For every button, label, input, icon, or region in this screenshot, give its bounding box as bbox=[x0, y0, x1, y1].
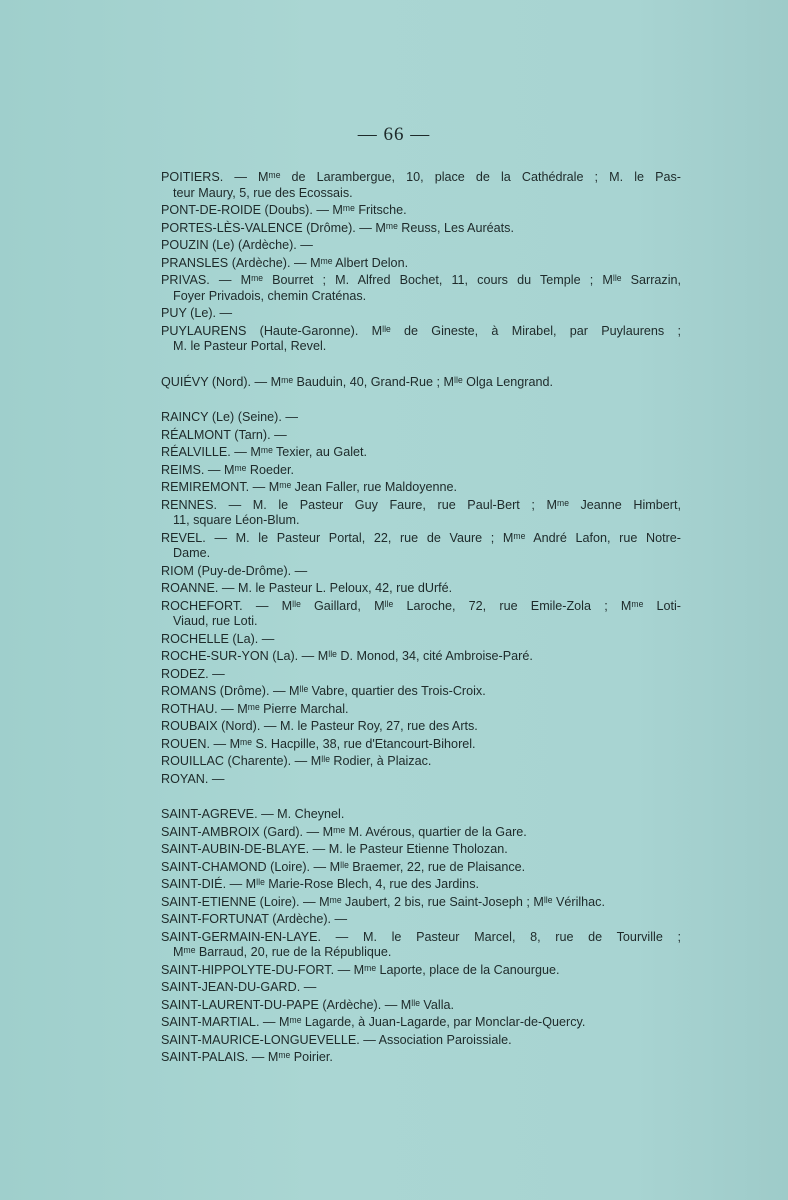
directory-entry bbox=[161, 170, 681, 201]
entry-line: ROCHEFORT. — Mˡˡᵉ Gaillard, Mˡˡᵉ Laroche, 72, rue Emile-Zola ; Mᵐᵉ Loti- bbox=[161, 598, 681, 613]
directory-entry bbox=[161, 375, 681, 391]
directory-entry bbox=[161, 667, 681, 683]
entry-line: ROUILLAC (Charente). — Mˡˡᵉ Rodier, à Plaizac. bbox=[161, 754, 432, 768]
entry-line: RIOM (Puy-de-Drôme). — bbox=[161, 563, 308, 578]
entry-line: POUZIN (Le) (Ardèche). — bbox=[161, 238, 313, 252]
entry-line: SAINT-LAURENT-DU-PAPE (Ardèche). — Mˡˡᵉ Valla. bbox=[161, 997, 454, 1012]
directory-entry bbox=[161, 980, 681, 996]
entry-line: ROMANS (Drôme). — Mˡˡᵉ Vabre, quartier des Trois-Croix. bbox=[161, 684, 486, 698]
directory-entry bbox=[161, 754, 681, 770]
entry-line: QUIÉVY (Nord). — Mᵐᵉ Bauduin, 40, Grand-Rue ; Mˡˡᵉ Olga Lengrand. bbox=[161, 374, 553, 389]
entry-line: SAINT-HIPPOLYTE-DU-FORT. — Mᵐᵉ Laporte, place de la Canourgue. bbox=[161, 962, 560, 977]
directory-entry bbox=[161, 581, 681, 597]
directory-entry bbox=[161, 463, 681, 479]
directory-entry bbox=[161, 531, 681, 562]
directory-entry bbox=[161, 306, 681, 322]
directory-entry bbox=[161, 564, 681, 580]
directory-entry bbox=[161, 895, 681, 911]
directory-entry bbox=[161, 1033, 681, 1049]
directory-entry bbox=[161, 428, 681, 444]
entry-line: SAINT-MARTIAL. — Mᵐᵉ Lagarde, à Juan-Lagarde, par Monclar-de-Quercy. bbox=[161, 1015, 586, 1029]
directory-entry bbox=[161, 930, 681, 961]
directory-entry bbox=[161, 684, 681, 700]
section-gap bbox=[161, 789, 681, 807]
directory-entry bbox=[161, 1015, 681, 1031]
directory-entry bbox=[161, 238, 681, 254]
entry-line: REIMS. — Mᵐᵉ Roeder. bbox=[161, 462, 294, 477]
directory-entry bbox=[161, 273, 681, 304]
entry-line: ROUEN. — Mᵐᵉ S. Hacpille, 38, rue d'Etancourt-Bihorel. bbox=[161, 736, 476, 751]
directory-entry bbox=[161, 963, 681, 979]
directory-entry bbox=[161, 912, 681, 928]
entry-line: ROYAN. — bbox=[161, 771, 225, 786]
entry-line: SAINT-AGREVE. — M. Cheynel. bbox=[161, 807, 345, 821]
entry-line: PORTES-LÈS-VALENCE (Drôme). — Mᵐᵉ Reuss, Les Auréats. bbox=[161, 220, 514, 235]
directory-entry bbox=[161, 480, 681, 496]
directory-entry bbox=[161, 807, 681, 823]
entry-line: SAINT-PALAIS. — Mᵐᵉ Poirier. bbox=[161, 1050, 333, 1064]
entry-line: RENNES. — M. le Pasteur Guy Faure, rue Paul-Bert ; Mᵐᵉ Jeanne Himbert, bbox=[161, 497, 681, 512]
entry-line: PONT-DE-ROIDE (Doubs). — Mᵐᵉ Fritsche. bbox=[161, 203, 407, 217]
directory-entry bbox=[161, 410, 681, 426]
entry-line: RAINCY (Le) (Seine). — bbox=[161, 410, 298, 424]
entry-line: SAINT-JEAN-DU-GARD. — bbox=[161, 980, 317, 994]
entry-line: SAINT-MAURICE-LONGUEVELLE. — Association Paroissiale. bbox=[161, 1032, 512, 1047]
directory-list bbox=[161, 170, 681, 1068]
entry-line: ROUBAIX (Nord). — M. le Pasteur Roy, 27, rue des Arts. bbox=[161, 719, 478, 733]
entry-line: PUY (Le). — bbox=[161, 306, 233, 320]
directory-entry bbox=[161, 203, 681, 219]
directory-entry bbox=[161, 877, 681, 893]
directory-entry bbox=[161, 445, 681, 461]
section-gap bbox=[161, 392, 681, 410]
entry-line: SAINT-DIÉ. — Mˡˡᵉ Marie-Rose Blech, 4, rue des Jardins. bbox=[161, 877, 479, 891]
entry-line: SAINT-CHAMOND (Loire). — Mˡˡᵉ Braemer, 22, rue de Plaisance. bbox=[161, 859, 526, 874]
directory-entry bbox=[161, 632, 681, 648]
directory-entry bbox=[161, 1050, 681, 1066]
directory-entry bbox=[161, 998, 681, 1014]
entry-line: SAINT-ETIENNE (Loire). — Mᵐᵉ Jaubert, 2 bis, rue Saint-Joseph ; Mˡˡᵉ Vérilhac. bbox=[161, 894, 605, 909]
entry-line: REMIREMONT. — Mᵐᵉ Jean Faller, rue Maldoyenne. bbox=[161, 480, 458, 494]
directory-entry bbox=[161, 842, 681, 858]
entry-line: PUYLAURENS (Haute-Garonne). Mˡˡᵉ de Gineste, à Mirabel, par Puylaurens ; bbox=[161, 323, 681, 338]
entry-line: ROCHELLE (La). — bbox=[161, 631, 275, 646]
entry-line: SAINT-AMBROIX (Gard). — Mᵐᵉ M. Avérous, quartier de la Gare. bbox=[161, 824, 527, 839]
entry-continuation-line: 11, square Léon-Blum. bbox=[173, 513, 300, 527]
directory-entry bbox=[161, 772, 681, 788]
directory-entry bbox=[161, 737, 681, 753]
directory-entry bbox=[161, 860, 681, 876]
directory-entry bbox=[161, 599, 681, 630]
entry-line: POITIERS. — Mᵐᵉ de Larambergue, 10, place de la Cathédrale ; M. le Pas- bbox=[161, 170, 681, 184]
entry-line: RODEZ. — bbox=[161, 666, 225, 681]
entry-line: SAINT-GERMAIN-EN-LAYE. — M. le Pasteur Marcel, 8, rue de Tourville ; bbox=[161, 929, 681, 944]
directory-entry bbox=[161, 498, 681, 529]
entry-line: ROCHE-SUR-YON (La). — Mˡˡᵉ D. Monod, 34, cité Ambroise-Paré. bbox=[161, 649, 533, 663]
entry-line: PRIVAS. — Mᵐᵉ Bourret ; M. Alfred Bochet, 11, cours du Temple ; Mˡˡᵉ Sarrazin, bbox=[161, 273, 681, 287]
directory-entry bbox=[161, 649, 681, 665]
entry-line: SAINT-AUBIN-DE-BLAYE. — M. le Pasteur Etienne Tholozan. bbox=[161, 842, 508, 856]
entry-line: PRANSLES (Ardèche). — Mᵐᵉ Albert Delon. bbox=[161, 255, 409, 270]
directory-entry bbox=[161, 719, 681, 735]
entry-line: RÉALVILLE. — Mᵐᵉ Texier, au Galet. bbox=[161, 445, 368, 459]
entry-line: ROANNE. — M. le Pasteur L. Peloux, 42, rue dUrfé. bbox=[161, 581, 453, 595]
entry-continuation-line: Mᵐᵉ Barraud, 20, rue de la République. bbox=[173, 945, 392, 959]
entry-continuation-line: M. le Pasteur Portal, Revel. bbox=[173, 339, 327, 353]
entry-continuation-line: teur Maury, 5, rue des Ecossais. bbox=[173, 185, 353, 200]
directory-entry bbox=[161, 221, 681, 237]
entry-continuation-line: Dame. bbox=[173, 546, 211, 560]
entry-line: ROTHAU. — Mᵐᵉ Pierre Marchal. bbox=[161, 701, 349, 716]
page-number: — 66 — bbox=[357, 124, 431, 145]
entry-line: RÉALMONT (Tarn). — bbox=[161, 427, 287, 442]
entry-continuation-line: Foyer Privadois, chemin Craténas. bbox=[173, 288, 367, 303]
entry-line: REVEL. — M. le Pasteur Portal, 22, rue de Vaure ; Mᵐᵉ André Lafon, rue Notre- bbox=[161, 530, 681, 545]
directory-entry bbox=[161, 825, 681, 841]
entry-continuation-line: Viaud, rue Loti. bbox=[173, 614, 258, 628]
directory-entry bbox=[161, 324, 681, 355]
entry-line: SAINT-FORTUNAT (Ardèche). — bbox=[161, 912, 348, 926]
section-gap bbox=[161, 357, 681, 375]
directory-entry bbox=[161, 702, 681, 718]
directory-entry bbox=[161, 256, 681, 272]
